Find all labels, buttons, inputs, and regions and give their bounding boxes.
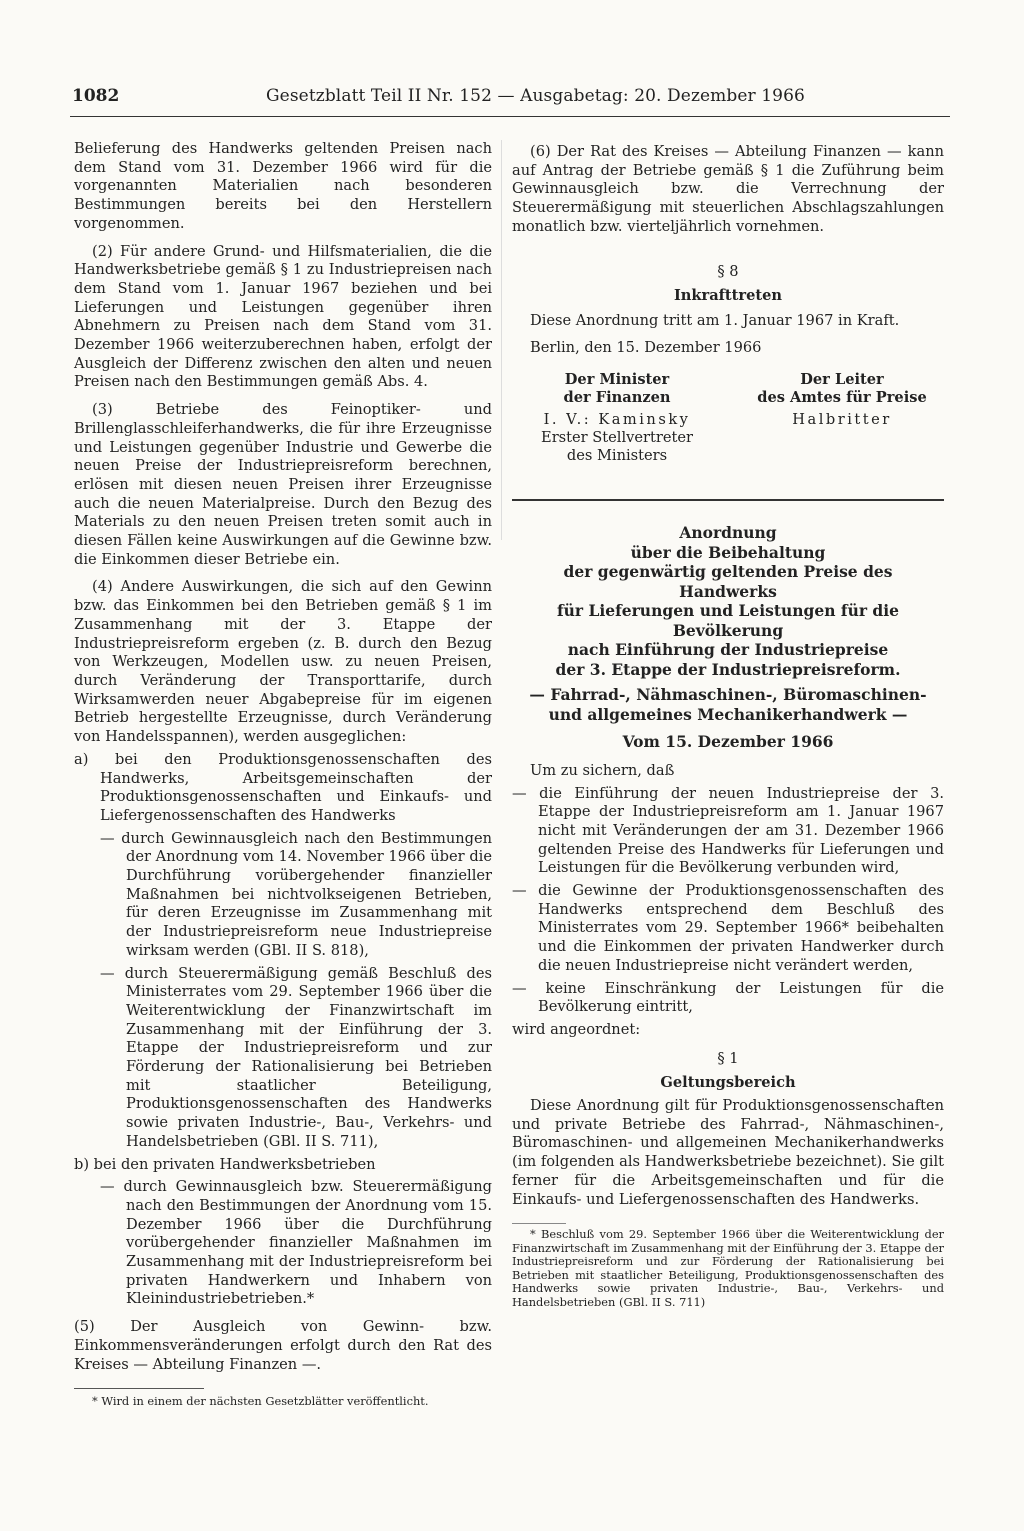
signature-minister-role-1: Erster Stellvertreter — [541, 429, 693, 447]
signature-price-office — [742, 371, 942, 429]
right-column — [512, 143, 944, 1309]
signature-minister — [522, 371, 712, 465]
section-1-text: Diese Anordnung gilt für Produktionsgenossenschaften und private Betriebe des Fahrrad-, Nähmaschinen-, Büromaschinen- und allgemeinen Mechanikerhandwerks (im folgenden als Handwerksbetriebe bezeichnet). Sie gilt ferner für die Arbeitsgemeinschaften und für die Einkaufs- und Liefergenossenschaften des Handwerks. — [512, 1097, 944, 1208]
footnote-right: * Beschluß vom 29. September 1966 über die Weiterentwicklung der Finanzwirtschaft im Zusammenhang mit der Einführung der 3. Etappe der Industriepreisreform und zur Förderung der Rationalisierung bei Betrieben mit staatlicher Beteiligung, Produktionsgenossenschaften des Handwerks sowie privaten Industrie-, Bau-, Verkehrs- und Handelsbetrieben (GBl. II S. 711) — [512, 1227, 944, 1309]
ordered-text: wird angeordnet: — [512, 1020, 641, 1038]
footnote-rule-right — [512, 1223, 566, 1224]
order-date: Vom 15. Dezember 1966 — [622, 732, 834, 752]
list-item-a-dash-1: — durch Gewinnausgleich nach den Bestimmungen der Anordnung vom 14. November 1966 über die Durchführung vorübergehender finanzieller Maßnahmen bei nichtvolkseigenen Betrieben, für deren Erzeugnisse im Zusammenhang mit der Industriepreisreform neue Industriepreise wirksam werden (GBl. II S. 818), — [100, 829, 492, 959]
signature-block — [512, 371, 944, 471]
signature-minister-title-2: der Finanzen — [563, 389, 671, 407]
paragraph-6: (6) Der Rat des Kreises — Abteilung Finanzen — kann auf Antrag der Betriebe gemäß § 1 die Zuführung beim Gewinnausgleich bzw. die Verrechnung der Steuerermäßigung mit steuerlichen Abschlagszahlungen monatlich bzw. vierteljährlich vornehmen. — [512, 143, 944, 235]
paragraph-continuation: Belieferung des Handwerks geltenden Preisen nach dem Stand vom 31. Dezember 1966 wird für die vorgenannten Materialien nach besonderen Bestimmungen bereits bei den Herstellern vorgenommen. — [74, 140, 492, 232]
order-title-block — [512, 523, 944, 752]
list-item-b-dash-1: — durch Gewinnausgleich bzw. Steuerermäßigung nach den Bestimmungen der Anordnung vom 15. Dezember 1966 über die Durchführung vorübergehender finanzieller Maßnahmen im Zusammenhang mit der Industriepreisreform bei privaten Handwerkern und Inhabern von Kleinindustriebetrieben.* — [100, 1178, 492, 1308]
signature-minister-name: I. V.: Kaminsky — [543, 411, 691, 429]
condition-2: — die Gewinne der Produktionsgenossenschaften des Handwerks entsprechend dem Beschluß des Ministerrates vom 29. September 1966* beibehalten und die Einkommen der privaten Handwerker durch die neuen Industriepreise nicht verändert werden, — [512, 882, 944, 974]
paragraph-2: (2) Für andere Grund- und Hilfsmaterialien, die die Handwerksbetriebe gemäß § 1 zu Industriepreisen nach dem Stand vom 1. Januar 1967 beziehen und bei Lieferungen und Leistungen gegenüber ihren Abnehmern zu Preisen nach dem Stand vom 31. Dezember 1966 weiterzuberechnen haben, erfolgt der Ausgleich der Differenz zwischen den alten und neuen Preisen nach den Bestimmungen gemäß Abs. 4. — [74, 242, 492, 391]
section-divider — [512, 499, 944, 501]
signature-minister-role-2: des Ministers — [566, 447, 668, 465]
signature-minister-title-1: Der Minister — [564, 371, 670, 389]
page-header — [70, 86, 950, 117]
order-title-2: über die Beibehaltung — [630, 542, 826, 562]
paragraph-3: (3) Betriebe des Feinoptiker- und Brillenglasschleiferhandwerks, die für ihre Erzeugnisse und Leistungen gegenüber Industrie und Gewerbe die neuen Preise der Industriepreisreform berechnen, erlösen mit diesen neuen Preisen ihrer Erzeugnisse auch die neuen Materialpreise. Durch den Bezug des Materials zu den neuen Preisen treten somit auch in diesen Fällen keine Auswirkungen auf die Gewinne bzw. die Einkommen dieser Betriebe ein. — [74, 401, 492, 568]
signature-office-name: Halbritter — [792, 411, 892, 429]
condition-1: — die Einführung der neuen Industriepreise der 3. Etappe der Industriepreisreform am 1. Januar 1967 nicht mit Veränderungen der am 31. Dezember 1966 geltenden Preise des Handwerks für Lieferungen und Leistungen für die Bevölkerung verbunden wird, — [512, 784, 944, 877]
order-title-5: nach Einführung der Industriepreise — [567, 640, 889, 660]
order-title-1: Anordnung — [679, 523, 777, 543]
column-divider — [501, 140, 502, 540]
condition-3: — keine Einschränkung der Leistungen für die Bevölkerung eintritt, — [512, 979, 944, 1016]
left-column — [74, 140, 492, 1409]
section-8-text: Diese Anordnung tritt am 1. Januar 1967 in Kraft. — [530, 311, 900, 329]
section-8-number: § 8 — [717, 262, 739, 280]
running-title: Gesetzblatt Teil II Nr. 152 — Ausgabetag: 20. Dezember 1966 — [266, 86, 805, 106]
footnote-left: * Wird in einem der nächsten Gesetzblätter veröffentlicht. — [92, 1394, 429, 1409]
order-subtitle-2: und allgemeines Mechanikerhandwerk — — [548, 704, 908, 724]
order-title-3: der gegenwärtig geltenden Preise des Handwerks — [563, 562, 893, 601]
place-date: Berlin, den 15. Dezember 1966 — [530, 338, 762, 356]
list-item-b: b) bei den privaten Handwerksbetrieben — [74, 1155, 376, 1173]
signature-office-title-1: Der Leiter — [800, 371, 884, 389]
order-title-6: der 3. Etappe der Industriepreisreform. — [555, 659, 901, 679]
order-title-4: für Lieferungen und Leistungen für die Bevölkerung — [556, 601, 900, 640]
list-item-a: a) bei den Produktionsgenossenschaften des Handwerks, Arbeitsgemeinschaften der Produktionsgenossenschaften und Einkaufs- und Liefergenossenschaften des Handwerks — [74, 750, 492, 824]
paragraph-4: (4) Andere Auswirkungen, die sich auf den Gewinn bzw. das Einkommen bei den Betrieben gemäß § 1 im Zusammenhang mit der 3. Etappe der Industriepreisreform ergeben (z. B. durch den Bezug von Werkzeugen, Modellen usw. zu neuen Preisen, durch Veränderung der Transporttarife, durch Wirksamwerden neuer Abgabepreise für im eigenen Betrieb hergestellte Erzeugnisse, durch Veränderung von Handelsspannen), werden ausgeglichen: — [74, 578, 492, 746]
list-item-a-dash-2: — durch Steuerermäßigung gemäß Beschluß des Ministerrates vom 29. September 1966 über die Weiterentwicklung der Finanzwirtschaft im Zusammenhang mit der Einführung der 3. Etappe der Industriepreisreform und zur Förderung der Rationalisierung bei Betrieben mit staatlicher Beteiligung, Produktionsgenossenschaften des Handwerks sowie privaten Industrie-, Bau-, Verkehrs- und Handelsbetrieben (GBl. II S. 711), — [100, 964, 492, 1150]
order-subtitle-1: — Fahrrad-, Nähmaschinen-, Büromaschinen- — [529, 685, 927, 705]
section-1-number: § 1 — [717, 1049, 739, 1067]
intro-text: Um zu sichern, daß — [530, 761, 675, 779]
page-number: 1082 — [72, 86, 120, 106]
section-8-title: Inkrafttreten — [673, 287, 783, 305]
section-1-title: Geltungsbereich — [660, 1074, 796, 1092]
paragraph-5: (5) Der Ausgleich von Gewinn- bzw. Einkommensveränderungen erfolgt durch den Rat des Kreises — Abteilung Finanzen —. — [74, 1318, 492, 1373]
signature-office-title-2: des Amtes für Preise — [757, 389, 927, 407]
footnote-rule — [74, 1388, 204, 1389]
